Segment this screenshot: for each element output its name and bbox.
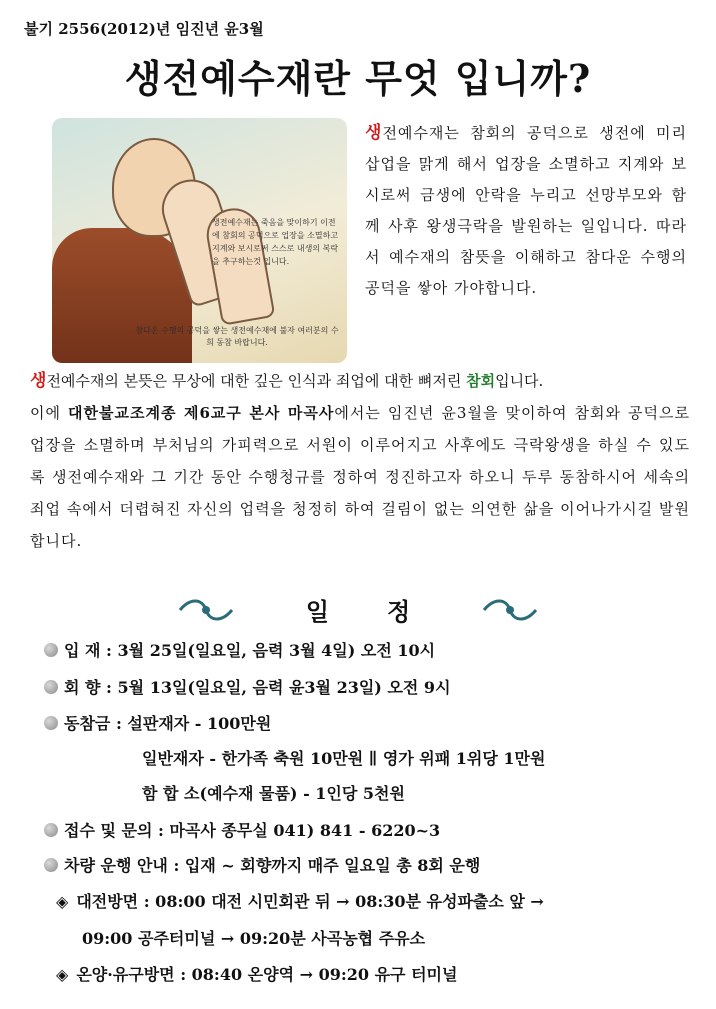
date-line: 불기 2556(2012)년 임진년 윤3월 <box>24 20 264 38</box>
bullet-icon <box>44 858 58 872</box>
schedule-entry-row <box>44 638 435 661</box>
vehicle-row <box>44 853 480 876</box>
illustration-caption: 참다운 수행의 공덕을 쌓는 생전예수재에 불자 여러분의 수희 동참 바랍니다. <box>135 326 339 347</box>
bullet-icon <box>44 643 58 657</box>
route-onyang-row <box>56 962 457 985</box>
intro-text: 전예수재는 참회의 공덕으로 생전에 미리 삽업을 맑게 해서 업장을 소멸하고 지계와 보시로써 금생에 안락을 누리고 선망부모와 함께 사후 왕생극락을 발원하는 일입니다. 따라서 예수재의 참뜻을 이해하고 참다운 수행의 공덕을 쌓아 가야합니다. <box>365 124 687 297</box>
contact-row <box>44 818 440 841</box>
repentance-highlight: 참회 <box>466 372 496 390</box>
diamond-icon: ◈ <box>56 965 69 984</box>
body-text-span: 입니다. <box>495 372 544 390</box>
page-title: 생전예수재란 무엇 입니까? <box>124 56 592 101</box>
fee-main: 동참금 : 설판재자 - 100만원 <box>64 714 272 733</box>
fee-row <box>44 711 271 734</box>
body-text-span: 에서는 임진년 윤3월을 맞이하여 참회와 공덕으로 업장을 소멸하며 부처님의 가피력으로 서원이 이루어지고 사후에도 극락왕생을 하실 수 있도록 생전예수재와 그 기간 동안 수행청규를 정하여 정진하고자 하오니 두루 동참하시어 세속의 죄업 속에서 더렵혀진 자신의 업력을 청정히 하여 걸림이 없는 의연한 삶을 이어나가시길 발원합니다. <box>30 404 691 550</box>
route-daejeon-cont: 09:00 공주터미널 → 09:20분 사곡농협 주유소 <box>82 929 426 948</box>
route-daejeon-row <box>56 889 544 912</box>
bullet-icon <box>44 823 58 837</box>
body-text-span: 이에 <box>30 404 69 422</box>
schedule-exit: 회 향 : 5월 13일(일요일, 음력 윤3월 23일) 오전 9시 <box>64 678 451 697</box>
body-paragraph <box>30 365 690 557</box>
illustration-text: 생전예수재는 죽음을 맞이하기 이전에 참회의 공덕으로 업장을 소멸하고 지계와 보시로써 스스로 내생의 복락을 추구하는것 입니다. <box>212 218 339 266</box>
schedule-header <box>168 592 548 628</box>
fee-general: 일반재자 - 한가족 축원 10만원 ∥ 영가 위패 1위당 1만원 <box>142 749 546 768</box>
bullet-icon <box>44 680 58 694</box>
vehicle-info: 차량 운행 안내 : 입재 ~ 회향까지 매주 일요일 총 8회 운행 <box>64 856 481 875</box>
contact-info: 접수 및 문의 : 마곡사 종무실 041) 841 - 6220~3 <box>64 821 441 840</box>
body-text-span: 전예수재의 본뜻은 무상에 대한 깊은 인식과 죄업에 대한 뼈저린 <box>46 372 467 390</box>
route-onyang: 온양·유구방면 : 08:40 온양역 → 09:20 유구 터미널 <box>76 965 458 984</box>
fee-box: 함 합 소(예수재 물품) - 1인당 5천원 <box>142 784 405 803</box>
route-daejeon: 대전방면 : 08:00 대전 시민회관 뒤 → 08:30분 유성파출소 앞 → <box>76 892 544 911</box>
bullet-icon <box>44 716 58 730</box>
temple-name: 대한불교조계종 제6교구 본사 마곡사 <box>68 404 335 422</box>
schedule-exit-row <box>44 675 451 698</box>
intro-lead-char: 생 <box>365 123 383 143</box>
ornament-icon <box>480 598 540 622</box>
monk-illustration <box>52 118 347 363</box>
diamond-icon: ◈ <box>56 892 69 911</box>
intro-paragraph <box>365 118 687 304</box>
body-line-1 <box>30 365 690 397</box>
schedule-entry: 입 재 : 3월 25일(일요일, 음력 3월 4일) 오전 10시 <box>64 641 436 660</box>
body-lead-char: 생 <box>30 371 47 391</box>
schedule-title: 일정 <box>305 597 469 626</box>
body-line-2 <box>30 397 690 557</box>
